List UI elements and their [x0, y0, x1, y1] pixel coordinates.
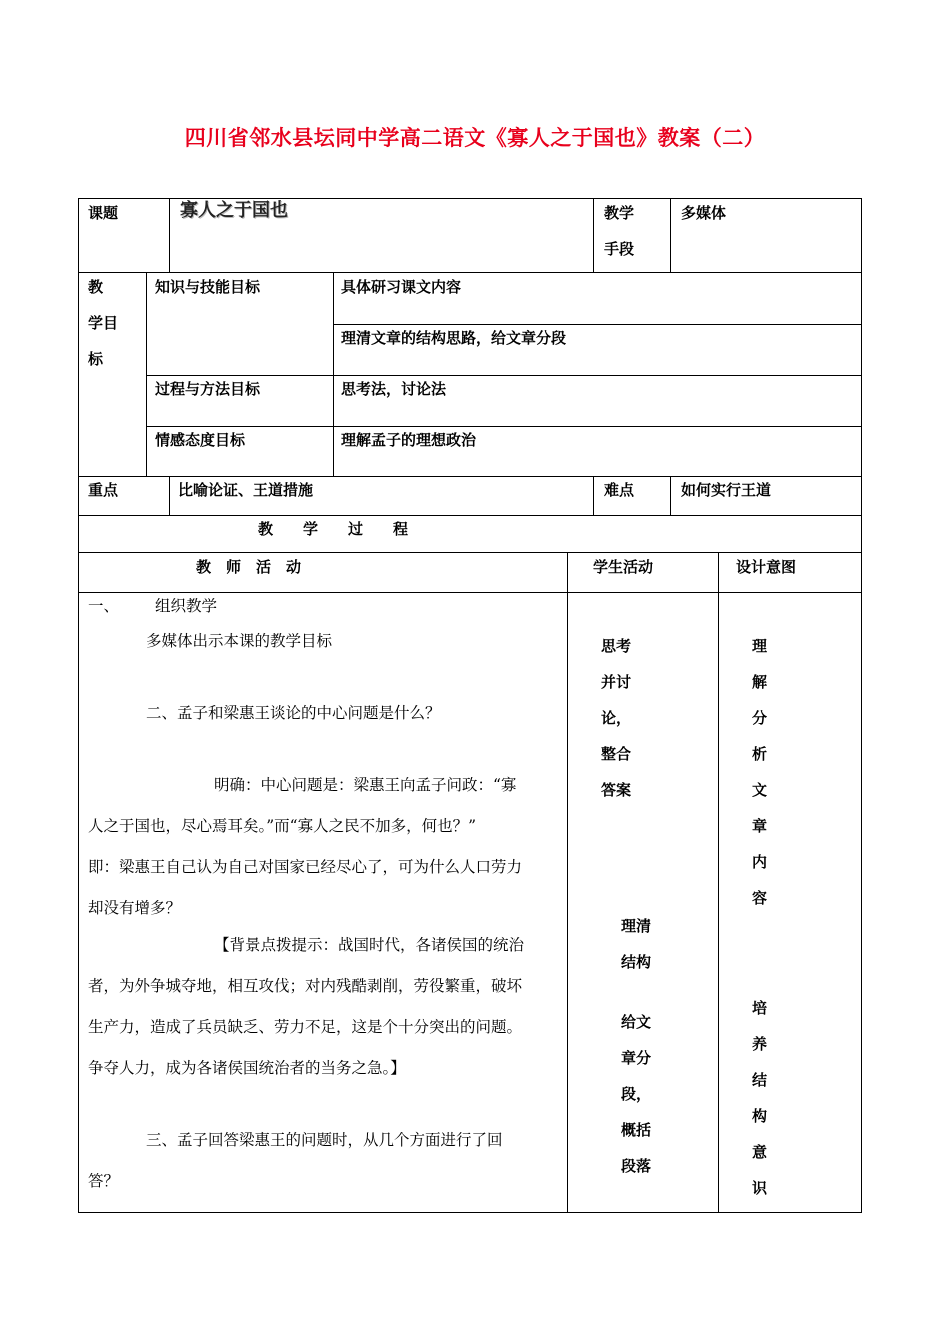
teacher-p5-line: 生产力，造成了兵员缺乏、劳力不足，这是个十分突出的问题。: [88, 1018, 523, 1036]
column-header-student: 学生活动: [593, 558, 654, 576]
design-char: 培: [752, 999, 768, 1017]
student-text-line: 概括: [621, 1121, 652, 1139]
design-char: 分: [752, 709, 768, 727]
design-char: 理: [752, 637, 768, 655]
col-divider: [593, 198, 594, 272]
goals-label-line1: 教: [88, 278, 104, 296]
teacher-p5-line: 者，为外争城夺地，相互攻伐；对内残酷剥削，劳役繁重，破坏: [88, 977, 523, 995]
col-divider: [169, 198, 170, 272]
student-text-line: 结构: [621, 953, 652, 971]
column-header-design: 设计意图: [736, 558, 797, 576]
student-text-line: 章分: [621, 1049, 652, 1067]
means-value: 多媒体: [681, 204, 727, 222]
teacher-p1-number: 一、: [88, 597, 120, 615]
teacher-p4-line: 明确：中心问题是：梁惠王向孟子问政：“寡: [214, 776, 517, 794]
table-border-right: [861, 198, 862, 1213]
col-divider: [169, 476, 170, 515]
difficulty-value: 如何实行王道: [681, 481, 772, 499]
topic-label: 课题: [88, 204, 119, 222]
goal-category-process: 过程与方法目标: [155, 380, 261, 398]
column-header-teacher: 教 师 活 动: [196, 558, 302, 576]
teacher-p6-line: 答？: [88, 1172, 120, 1190]
design-intent-group1: [752, 628, 767, 916]
design-char: 养: [752, 1035, 768, 1053]
teacher-p4-line: 却没有增多？: [88, 899, 182, 917]
design-char: 意: [752, 1143, 768, 1161]
design-char: 析: [752, 745, 768, 763]
design-char: 解: [752, 673, 768, 691]
difficulty-label: 难点: [604, 481, 635, 499]
student-text-line: 整合: [601, 745, 632, 763]
design-intent-group2: [752, 990, 767, 1206]
means-label-line1: 教学: [604, 204, 635, 222]
teacher-p3: 二、孟子和梁惠王谈论的中心问题是什么？: [146, 704, 441, 722]
goal-item: 思考法，讨论法: [341, 380, 447, 398]
goals-label-line3: 标: [88, 350, 104, 368]
student-activity-group2: [621, 908, 651, 980]
student-text-line: 答案: [601, 781, 632, 799]
goal-item: 理解孟子的理想政治: [341, 431, 477, 449]
key-value: 比喻论证、王道措施: [178, 481, 314, 499]
teacher-p5-line: 【背景点拨提示：战国时代，各诸侯国的统治: [214, 936, 525, 954]
col-divider: [146, 272, 147, 476]
teacher-p6-line: 三、孟子回答梁惠王的问题时，从几个方面进行了回: [146, 1131, 503, 1149]
student-text-line: 段落: [621, 1157, 652, 1175]
page-title: 四川省邻水县坛同中学高二语文《寡人之于国也》教案（二）: [184, 126, 766, 150]
teacher-p1-text: 组织教学: [155, 597, 218, 615]
teacher-p5-line: 争夺人力，成为各诸侯国统治者的当务之急。】: [88, 1059, 406, 1077]
design-char: 章: [752, 817, 768, 835]
topic-value: 寡人之于国也: [180, 200, 288, 221]
student-text-line: 论，: [601, 709, 632, 727]
student-text-line: 思考: [601, 637, 632, 655]
goals-label-line2: 学目: [88, 314, 119, 332]
row-divider: [146, 426, 862, 427]
student-text-line: 段，: [621, 1085, 652, 1103]
teacher-p4-line: 即：梁惠王自己认为自己对国家已经尽心了，可为什么人口劳力: [88, 858, 523, 876]
col-divider: [567, 552, 568, 1213]
col-divider: [670, 476, 671, 515]
student-text-line: 理清: [621, 917, 652, 935]
col-divider: [333, 272, 334, 476]
col-divider: [593, 476, 594, 515]
key-label: 重点: [88, 481, 119, 499]
design-char: 内: [752, 853, 768, 871]
student-text-line: 给文: [621, 1013, 652, 1031]
table-border-bottom: [78, 1212, 862, 1213]
design-char: 文: [752, 781, 768, 799]
design-char: 构: [752, 1107, 768, 1125]
goal-item: 具体研习课文内容: [341, 278, 462, 296]
goal-item: 理清文章的结构思路，给文章分段: [341, 329, 567, 347]
goal-category-emotion: 情感态度目标: [155, 431, 246, 449]
goal-category-knowledge: 知识与技能目标: [155, 278, 261, 296]
process-heading: 教 学 过 程: [258, 520, 409, 538]
row-divider: [78, 515, 862, 516]
col-divider: [670, 198, 671, 272]
teacher-p4-line: 人之于国也，尽心焉耳矣。”而“寡人之民不加多，何也？”: [88, 817, 477, 835]
design-char: 结: [752, 1071, 768, 1089]
design-char: 容: [752, 889, 768, 907]
teacher-p2: 多媒体出示本课的教学目标: [146, 632, 333, 650]
student-activity-group3: [621, 1004, 651, 1184]
design-char: 识: [752, 1179, 768, 1197]
table-border-left: [78, 198, 79, 1213]
student-text-line: 并讨: [601, 673, 632, 691]
means-label-line2: 手段: [604, 240, 635, 258]
student-activity-group1: [601, 628, 631, 808]
col-divider: [718, 552, 719, 1213]
